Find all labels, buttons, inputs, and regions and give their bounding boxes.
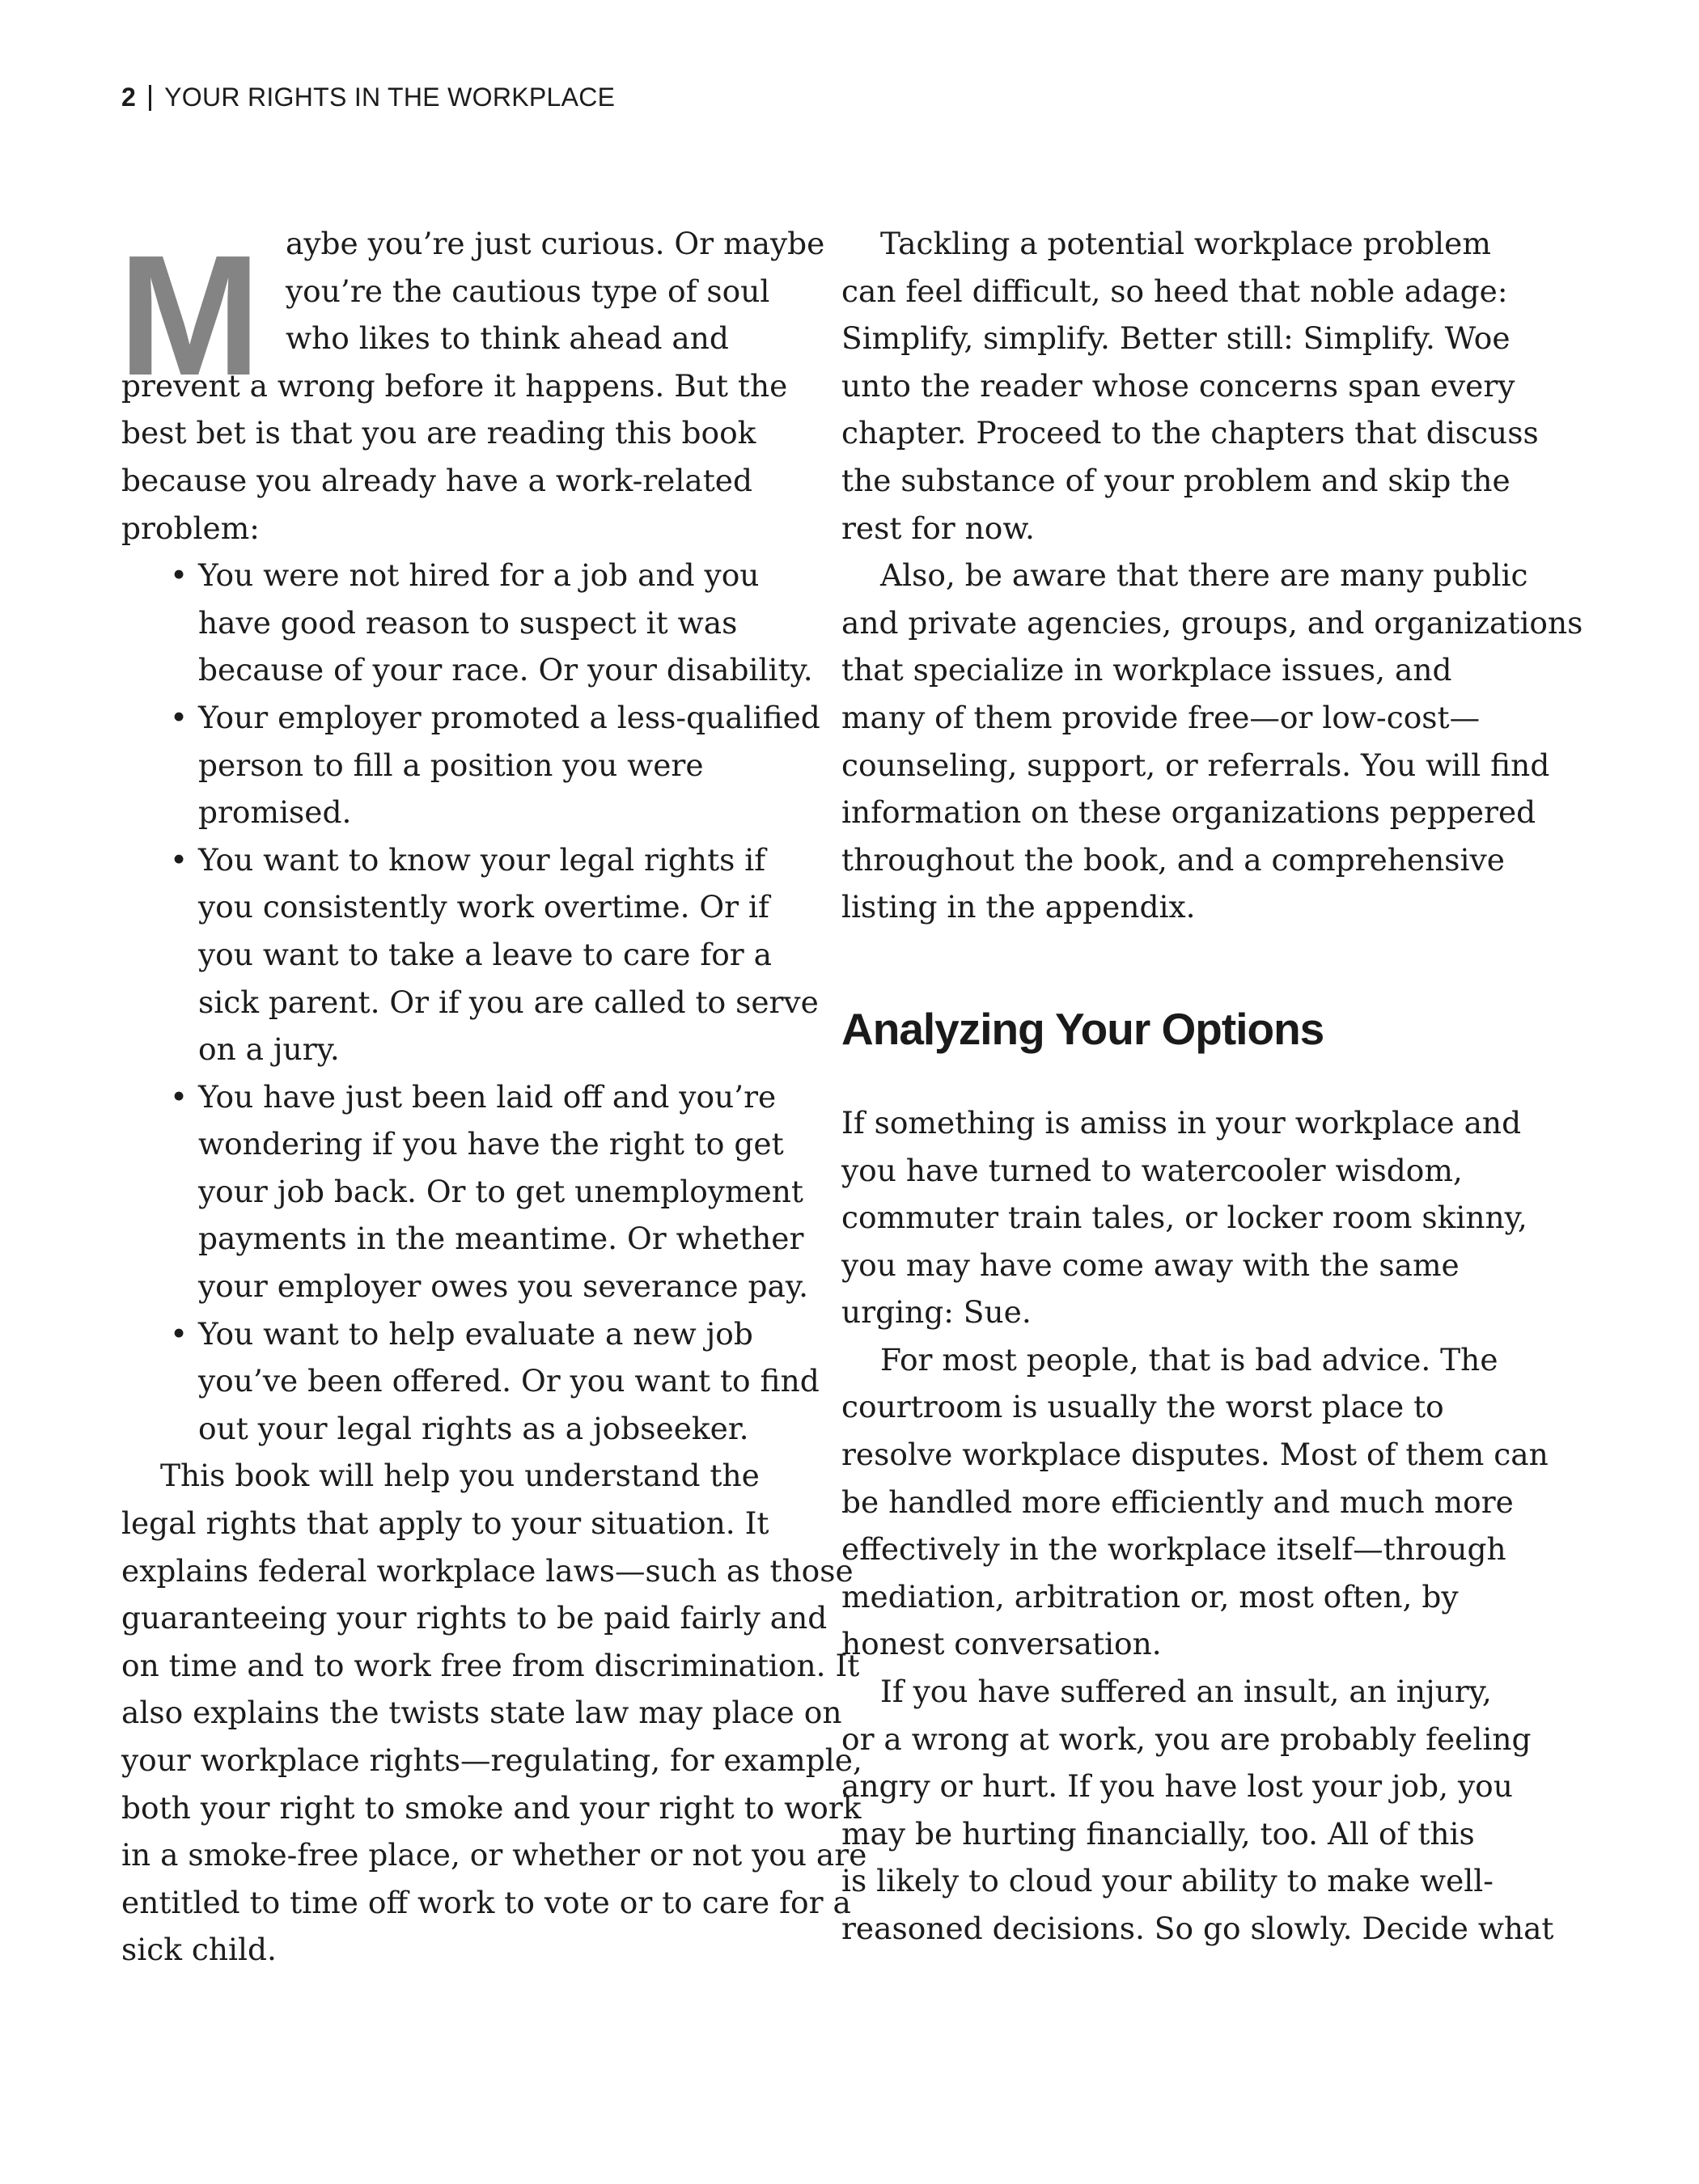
list-item — [121, 694, 820, 836]
text-line: Also, be aware that there are many public — [880, 557, 1528, 594]
text-line: wondering if you have the right to get — [198, 1126, 784, 1162]
text-line: payments in the meantime. Or whether — [198, 1221, 804, 1257]
problem-list — [121, 552, 820, 1452]
text-line: • You were not hired for a job and you — [198, 557, 760, 594]
paragraph — [841, 1668, 1553, 1953]
text-line: information on these organizations peppered — [841, 794, 1536, 831]
text-line: • You want to know your legal rights if — [198, 841, 766, 878]
text-line: best bet is that you are reading this book — [121, 415, 756, 451]
text-line: your job back. Or to get unemployment — [198, 1173, 803, 1209]
text-line: angry or hurt. If you have lost your job, you — [841, 1768, 1513, 1805]
text-line: counseling, support, or referrals. You will find — [841, 747, 1550, 783]
list-item — [121, 836, 819, 1073]
text-line: sick child. — [121, 1932, 277, 1968]
text-line: courtroom is usually the worst place to — [841, 1389, 1444, 1425]
text-line: may be hurting financially, too. All of this — [841, 1815, 1475, 1852]
text-line: If you have suffered an insult, an injury, — [880, 1674, 1492, 1710]
text-line: unto the reader whose concerns span every — [841, 367, 1515, 404]
text-line: you have turned to watercooler wisdom, — [841, 1152, 1463, 1188]
text-line: have good reason to suspect it was — [198, 604, 738, 641]
text-line: sick parent. Or if you are called to serve — [198, 984, 819, 1020]
text-line: guaranteeing your rights to be paid fairly and — [121, 1600, 828, 1636]
text-line: that specialize in workplace issues, and — [841, 652, 1452, 688]
text-line: • You want to help evaluate a new job — [198, 1315, 753, 1352]
text-line: rest for now. — [841, 510, 1035, 546]
text-line: in a smoke-free place, or whether or not you are — [121, 1837, 867, 1873]
text-line: listing in the appendix. — [841, 889, 1196, 925]
text-line: and private agencies, groups, and organizations — [841, 604, 1583, 641]
running-head — [121, 83, 615, 112]
text-line: Simplify, simplify. Better still: Simplify. Woe — [841, 320, 1510, 357]
text-line: person to fill a position you were — [198, 747, 704, 783]
closing-paragraph — [121, 1452, 867, 1974]
text-line: explains federal workplace laws—such as those — [121, 1552, 854, 1589]
text-line: chapter. Proceed to the chapters that discuss — [841, 415, 1539, 451]
text-line: For most people, that is bad advice. The — [880, 1341, 1498, 1378]
text-line: This book will help you understand the — [160, 1458, 760, 1494]
header-divider — [149, 85, 151, 111]
section-heading: Analyzing Your Options — [841, 1003, 1324, 1054]
list-item — [121, 1310, 820, 1453]
text-line: honest conversation. — [841, 1626, 1162, 1662]
text-line: Tackling a potential workplace problem — [880, 226, 1491, 261]
text-line: effectively in the workplace itself—through — [841, 1531, 1506, 1568]
page-number: 2 — [121, 83, 137, 112]
text-line: you’re the cautious type of soul — [286, 273, 770, 309]
text-line: problem: — [121, 510, 260, 546]
drop-cap: M — [118, 219, 261, 411]
text-line: many of them provide free—or low-cost— — [841, 699, 1481, 735]
text-line: or a wrong at work, you are probably feeling — [841, 1721, 1532, 1757]
text-line: you consistently work overtime. Or if — [198, 889, 769, 925]
right-column — [841, 220, 1583, 1953]
text-line: you’ve been offered. Or you want to find — [198, 1363, 820, 1399]
text-line: both your right to smoke and your right to work — [121, 1789, 862, 1826]
text-line: the substance of your problem and skip the — [841, 462, 1510, 498]
paragraph — [841, 1336, 1553, 1668]
text-line: mediation, arbitration or, most often, by — [841, 1578, 1459, 1615]
text-line: resolve workplace disputes. Most of them can — [841, 1437, 1549, 1473]
text-line: commuter train tales, or locker room skinny, — [841, 1200, 1527, 1236]
text-line: can feel difficult, so heed that noble adage: — [841, 273, 1508, 309]
text-line: who likes to think ahead and — [286, 320, 729, 357]
text-line: your workplace rights—regulating, for example, — [121, 1742, 862, 1778]
paragraph — [841, 552, 1583, 931]
text-line: urging: Sue. — [841, 1294, 1032, 1331]
text-line: • You have just been laid off and you’re — [198, 1078, 777, 1115]
text-line: • Your employer promoted a less-qualified — [198, 699, 820, 735]
text-line: throughout the book, and a comprehensive — [841, 841, 1505, 878]
text-line: entitled to time off work to vote or to care for a — [121, 1884, 851, 1920]
text-line: because you already have a work-related — [121, 462, 752, 498]
text-line: is likely to cloud your ability to make well- — [841, 1863, 1494, 1899]
text-line: you want to take a leave to care for a — [198, 936, 773, 972]
text-line: If something is amiss in your workplace and — [841, 1104, 1522, 1141]
text-line: prevent a wrong before it happens. But the — [121, 367, 788, 404]
text-line: because of your race. Or your disability. — [198, 652, 813, 688]
list-item — [121, 552, 813, 694]
text-line: on a jury. — [198, 1031, 340, 1068]
paragraph — [841, 220, 1553, 552]
text-line: reasoned decisions. So go slowly. Decide what — [841, 1911, 1554, 1946]
text-line: be handled more efficiently and much more — [841, 1484, 1514, 1520]
paragraph — [841, 1099, 1553, 1336]
text-line: on time and to work free from discrimination. It — [121, 1647, 860, 1683]
text-line: out your legal rights as a jobseeker. — [198, 1410, 749, 1446]
text-line: you may have come away with the same — [841, 1246, 1460, 1283]
intro-paragraph — [118, 219, 825, 552]
text-line: your employer owes you severance pay. — [198, 1268, 809, 1305]
running-head-title: YOUR RIGHTS IN THE WORKPLACE — [164, 83, 616, 112]
text-line: legal rights that apply to your situation. It — [121, 1505, 769, 1542]
text-line: aybe you’re just curious. Or maybe — [286, 226, 825, 261]
text-line: promised. — [198, 794, 352, 831]
text-line: also explains the twists state law may place on — [121, 1695, 842, 1731]
left-column — [118, 219, 867, 1974]
list-item — [121, 1073, 813, 1310]
